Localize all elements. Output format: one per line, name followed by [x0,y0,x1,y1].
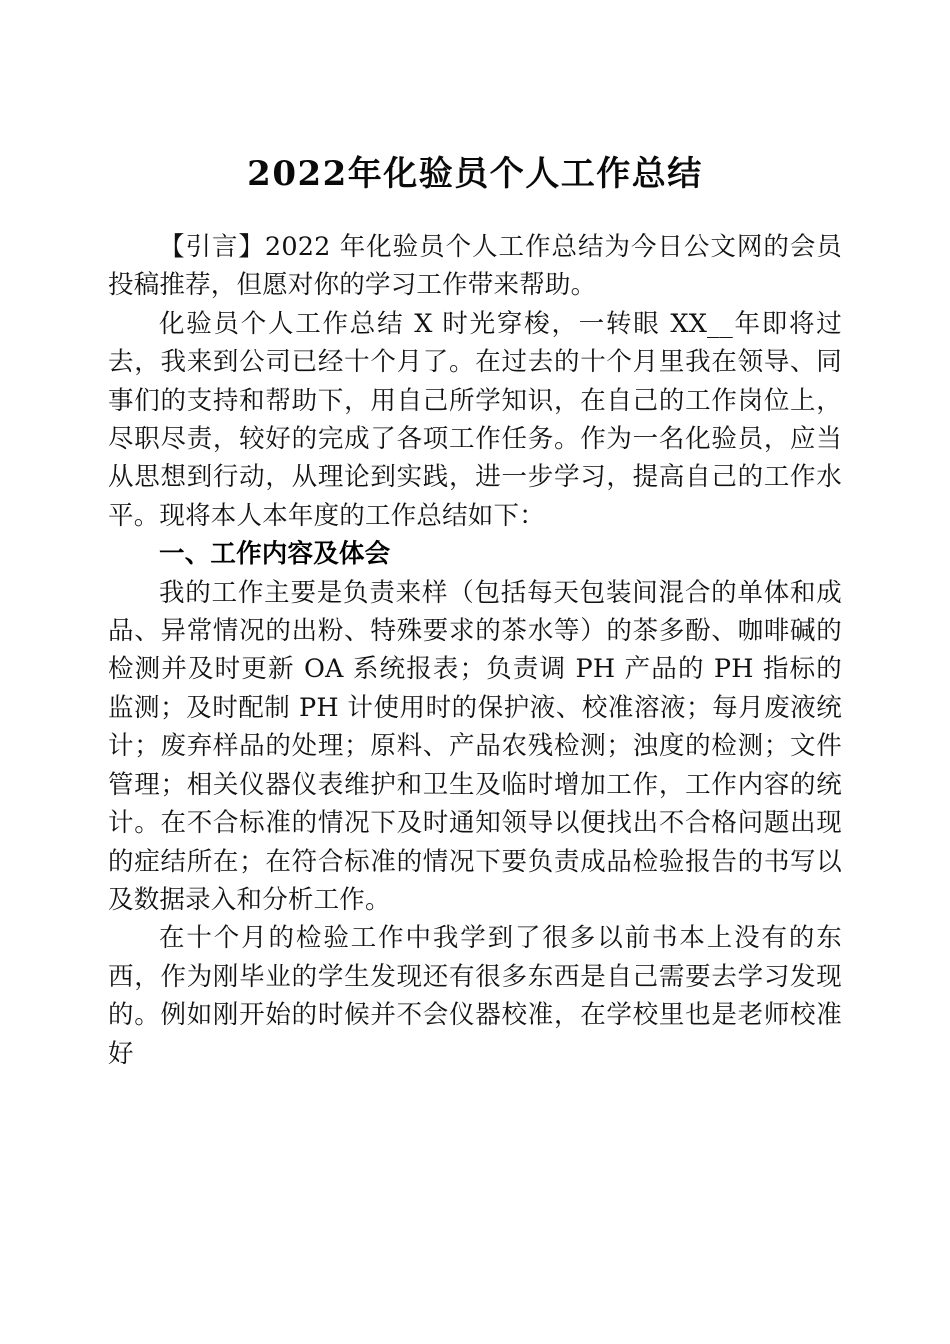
section-heading-work-content: 一、工作内容及体会 [159,539,391,570]
document-body [108,228,842,1073]
page-title: 2022年化验员个人工作总结 [247,153,703,194]
paragraph-intro: 【引言】2022 年化验员个人工作总结为今日公文网的会员投稿推荐，但愿对你的学习工作带来帮助。 [108,232,842,301]
paragraph-learning: 在十个月的检验工作中我学到了很多以前书本上没有的东西，作为刚毕业的学生发现还有很多东西是自己需要去学习发现的。例如刚开始的时候并不会仪器校准，在学校里也是老师校准好 [108,923,842,1069]
paragraph-opening: 化验员个人工作总结 X 时光穿梭，一转眼 XX__年即将过去，我来到公司已经十个月了。在过去的十个月里我在领导、同事们的支持和帮助下，用自己所学知识，在自己的工作岗位上，尽职尽责，较好的完成了各项工作任务。作为一名化验员，应当从思想到行动，从理论到实践，进一步学习，提高自己的工作水平。现将本人本年度的工作总结如下： [108,308,842,531]
paragraph-work-content: 我的工作主要是负责来样（包括每天包装间混合的单体和成品、异常情况的出粉、特殊要求的茶水等）的茶多酚、咖啡碱的检测并及时更新 OA 系统报表；负责调 PH 产品的 PH 指标的监测；及时配制 PH 计使用时的保护液、校准溶液；每月废液统计；废弃样品的处理；原料、产品农残检测；浊度的检测；文件管理；相关仪器仪表维护和卫生及临时增加工作，工作内容的统计。在不合标准的情况下及时通知领导以便找出不合格问题出现的症结所在；在符合标准的情况下要负责成品检验报告的书写以及数据录入和分析工作。 [108,577,842,915]
